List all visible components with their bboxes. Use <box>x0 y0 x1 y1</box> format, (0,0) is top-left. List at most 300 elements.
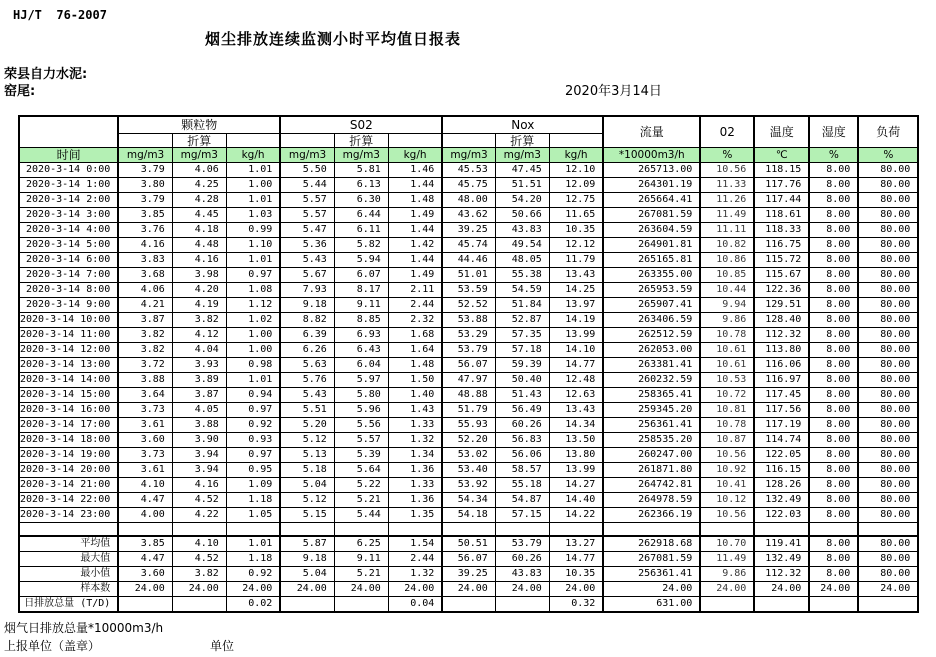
value-cell: 0.92 <box>226 418 280 433</box>
value-cell: 24.00 <box>700 582 754 597</box>
value-cell: 3.76 <box>118 223 172 238</box>
value-cell: 4.04 <box>172 343 226 358</box>
value-cell: 4.16 <box>118 238 172 253</box>
hourly-data-row <box>19 433 918 448</box>
value-cell: 5.39 <box>334 448 388 463</box>
time-cell: 2020-3-14 13:00 <box>19 358 118 373</box>
value-cell: 8.00 <box>809 253 858 268</box>
value-cell: 2.44 <box>388 298 442 313</box>
flue-gas-total-note: 烟气日排放总量*10000m3/h <box>4 621 164 635</box>
value-cell: 8.00 <box>809 388 858 403</box>
value-cell: 8.17 <box>334 283 388 298</box>
value-cell: 24.00 <box>280 582 334 597</box>
value-cell: 1.44 <box>388 253 442 268</box>
hourly-data-row <box>19 478 918 493</box>
value-cell: 122.05 <box>754 448 809 463</box>
unit-pm-kgh: kg/h <box>226 148 280 163</box>
value-cell: 3.87 <box>172 388 226 403</box>
value-cell: 5.43 <box>280 388 334 403</box>
monitoring-location: 窑尾: <box>4 84 36 99</box>
blank-cell <box>700 523 754 537</box>
value-cell: 10.35 <box>549 567 603 582</box>
unit-o2: % <box>700 148 754 163</box>
value-cell: 128.40 <box>754 313 809 328</box>
value-cell: 80.00 <box>858 508 918 523</box>
value-cell: 53.92 <box>442 478 495 493</box>
summary-row <box>19 582 918 597</box>
summary-label: 最小值 <box>19 567 118 582</box>
value-cell: 57.18 <box>495 343 549 358</box>
value-cell: 50.51 <box>442 536 495 552</box>
value-cell: 8.00 <box>809 223 858 238</box>
value-cell: 260232.59 <box>603 373 700 388</box>
value-cell: 5.57 <box>280 208 334 223</box>
value-cell: 5.57 <box>280 193 334 208</box>
value-cell: 12.09 <box>549 178 603 193</box>
value-cell: 0.97 <box>226 403 280 418</box>
value-cell: 1.33 <box>388 478 442 493</box>
hourly-data-row <box>19 313 918 328</box>
value-cell: 0.02 <box>226 597 280 613</box>
value-cell: 80.00 <box>858 253 918 268</box>
time-cell: 2020-3-14 18:00 <box>19 433 118 448</box>
value-cell: 6.11 <box>334 223 388 238</box>
value-cell: 5.44 <box>280 178 334 193</box>
value-cell: 9.11 <box>334 298 388 313</box>
time-cell: 2020-3-14 16:00 <box>19 403 118 418</box>
value-cell: 1.02 <box>226 313 280 328</box>
value-cell: 112.32 <box>754 567 809 582</box>
time-cell: 2020-3-14 8:00 <box>19 283 118 298</box>
value-cell: 80.00 <box>858 403 918 418</box>
value-cell: 13.43 <box>549 403 603 418</box>
value-cell: 4.00 <box>118 508 172 523</box>
unit-pm-converted: mg/m3 <box>172 148 226 163</box>
summary-label: 样本数 <box>19 582 118 597</box>
value-cell: 24.00 <box>172 582 226 597</box>
value-cell: 80.00 <box>858 463 918 478</box>
value-cell: 14.77 <box>549 552 603 567</box>
value-cell: 14.10 <box>549 343 603 358</box>
value-cell: 3.72 <box>118 358 172 373</box>
value-cell: 263604.59 <box>603 223 700 238</box>
monitoring-data-table <box>18 115 919 613</box>
blank-cell <box>118 523 172 537</box>
value-cell: 263381.41 <box>603 358 700 373</box>
value-cell: 3.73 <box>118 448 172 463</box>
blank-cell <box>442 523 495 537</box>
value-cell: 51.79 <box>442 403 495 418</box>
value-cell: 50.66 <box>495 208 549 223</box>
value-cell: 12.48 <box>549 373 603 388</box>
value-cell: 3.98 <box>172 268 226 283</box>
value-cell: 1.01 <box>226 536 280 552</box>
value-cell: 265907.41 <box>603 298 700 313</box>
value-cell: 132.49 <box>754 493 809 508</box>
value-cell: 4.47 <box>118 552 172 567</box>
value-cell: 8.85 <box>334 313 388 328</box>
value-cell: 47.45 <box>495 163 549 178</box>
value-cell: 52.20 <box>442 433 495 448</box>
value-cell: 10.92 <box>700 463 754 478</box>
value-cell: 1.01 <box>226 253 280 268</box>
value-cell: 264301.19 <box>603 178 700 193</box>
value-cell <box>334 597 388 613</box>
value-cell: 113.80 <box>754 343 809 358</box>
value-cell: 1.12 <box>226 298 280 313</box>
value-cell: 5.51 <box>280 403 334 418</box>
unit-pm: mg/m3 <box>118 148 172 163</box>
value-cell: 1.64 <box>388 343 442 358</box>
value-cell: 3.82 <box>118 343 172 358</box>
value-cell: 112.32 <box>754 328 809 343</box>
value-cell: 115.67 <box>754 268 809 283</box>
value-cell: 6.26 <box>280 343 334 358</box>
value-cell: 1.48 <box>388 358 442 373</box>
value-cell: 8.00 <box>809 298 858 313</box>
unit-time: 时间 <box>19 148 118 163</box>
value-cell: 1.18 <box>226 493 280 508</box>
hourly-data-row <box>19 283 918 298</box>
value-cell: 53.79 <box>495 536 549 552</box>
group-header-row <box>19 116 918 134</box>
value-cell: 258365.41 <box>603 388 700 403</box>
value-cell: 13.27 <box>549 536 603 552</box>
time-cell: 2020-3-14 20:00 <box>19 463 118 478</box>
blank-cell <box>388 134 442 148</box>
col-header-so2: S02 <box>280 116 442 134</box>
value-cell: 263355.00 <box>603 268 700 283</box>
col-header-nox: Nox <box>442 116 603 134</box>
value-cell: 1.48 <box>388 193 442 208</box>
value-cell: 4.06 <box>172 163 226 178</box>
time-cell: 2020-3-14 21:00 <box>19 478 118 493</box>
blank-cell <box>226 523 280 537</box>
value-cell: 1.32 <box>388 567 442 582</box>
value-cell: 43.83 <box>495 223 549 238</box>
value-cell: 4.16 <box>172 478 226 493</box>
value-cell: 7.93 <box>280 283 334 298</box>
value-cell: 8.00 <box>809 238 858 253</box>
value-cell: 10.86 <box>700 253 754 268</box>
value-cell: 116.97 <box>754 373 809 388</box>
value-cell: 51.84 <box>495 298 549 313</box>
value-cell: 53.88 <box>442 313 495 328</box>
hourly-data-row <box>19 253 918 268</box>
value-cell: 5.50 <box>280 163 334 178</box>
value-cell: 1.01 <box>226 193 280 208</box>
col-header-load: 负荷 <box>858 116 918 148</box>
value-cell: 51.51 <box>495 178 549 193</box>
value-cell: 3.80 <box>118 178 172 193</box>
value-cell: 8.00 <box>809 178 858 193</box>
value-cell: 6.39 <box>280 328 334 343</box>
value-cell: 11.79 <box>549 253 603 268</box>
value-cell: 10.61 <box>700 358 754 373</box>
value-cell: 8.00 <box>809 163 858 178</box>
value-cell: 4.21 <box>118 298 172 313</box>
value-cell: 4.20 <box>172 283 226 298</box>
unit-nox: mg/m3 <box>442 148 495 163</box>
value-cell: 6.07 <box>334 268 388 283</box>
value-cell: 1.36 <box>388 493 442 508</box>
value-cell: 264742.81 <box>603 478 700 493</box>
spacer-row <box>19 523 918 537</box>
value-cell: 5.12 <box>280 493 334 508</box>
value-cell: 1.00 <box>226 178 280 193</box>
value-cell: 4.06 <box>118 283 172 298</box>
value-cell: 48.88 <box>442 388 495 403</box>
time-cell: 2020-3-14 15:00 <box>19 388 118 403</box>
unit-so2: mg/m3 <box>280 148 334 163</box>
blank-cell <box>280 523 334 537</box>
hourly-data-row <box>19 223 918 238</box>
value-cell: 128.26 <box>754 478 809 493</box>
value-cell: 262366.19 <box>603 508 700 523</box>
unit-so2-kgh: kg/h <box>388 148 442 163</box>
value-cell: 4.28 <box>172 193 226 208</box>
value-cell: 59.39 <box>495 358 549 373</box>
value-cell: 80.00 <box>858 163 918 178</box>
value-cell: 5.94 <box>334 253 388 268</box>
hourly-data-row <box>19 178 918 193</box>
value-cell: 256361.41 <box>603 418 700 433</box>
value-cell: 5.20 <box>280 418 334 433</box>
value-cell: 4.52 <box>172 493 226 508</box>
value-cell: 14.27 <box>549 478 603 493</box>
value-cell: 13.97 <box>549 298 603 313</box>
value-cell: 0.32 <box>549 597 603 613</box>
value-cell: 24.00 <box>118 582 172 597</box>
time-cell: 2020-3-14 0:00 <box>19 163 118 178</box>
hourly-data-row <box>19 193 918 208</box>
hourly-data-row <box>19 328 918 343</box>
value-cell: 10.61 <box>700 343 754 358</box>
value-cell: 6.44 <box>334 208 388 223</box>
value-cell: 5.63 <box>280 358 334 373</box>
value-cell: 5.04 <box>280 478 334 493</box>
value-cell: 80.00 <box>858 536 918 552</box>
value-cell: 24.00 <box>549 582 603 597</box>
unit-flow: *10000m3/h <box>603 148 700 163</box>
value-cell: 122.03 <box>754 508 809 523</box>
blank-cell <box>549 523 603 537</box>
blank-cell <box>858 523 918 537</box>
value-cell: 80.00 <box>858 493 918 508</box>
hourly-data-row <box>19 403 918 418</box>
summary-label: 平均值 <box>19 536 118 552</box>
value-cell: 53.40 <box>442 463 495 478</box>
value-cell: 1.32 <box>388 433 442 448</box>
value-cell: 56.83 <box>495 433 549 448</box>
value-cell: 80.00 <box>858 478 918 493</box>
value-cell: 8.00 <box>809 448 858 463</box>
blank-cell <box>19 523 118 537</box>
value-cell: 80.00 <box>858 178 918 193</box>
value-cell: 3.94 <box>172 463 226 478</box>
value-cell: 24.00 <box>858 582 918 597</box>
value-cell: 5.04 <box>280 567 334 582</box>
value-cell: 1.44 <box>388 223 442 238</box>
value-cell: 0.99 <box>226 223 280 238</box>
unit-header-row <box>19 148 918 163</box>
summary-label: 最大值 <box>19 552 118 567</box>
value-cell <box>858 597 918 613</box>
value-cell: 116.15 <box>754 463 809 478</box>
value-cell: 52.87 <box>495 313 549 328</box>
subheader-converted-pm: 折算 <box>172 134 226 148</box>
time-cell: 2020-3-14 6:00 <box>19 253 118 268</box>
value-cell: 5.57 <box>334 433 388 448</box>
value-cell: 6.43 <box>334 343 388 358</box>
value-cell: 53.02 <box>442 448 495 463</box>
value-cell: 54.34 <box>442 493 495 508</box>
value-cell: 260247.00 <box>603 448 700 463</box>
value-cell: 12.63 <box>549 388 603 403</box>
value-cell: 4.48 <box>172 238 226 253</box>
hourly-data-row <box>19 463 918 478</box>
value-cell: 6.25 <box>334 536 388 552</box>
value-cell: 5.76 <box>280 373 334 388</box>
value-cell: 51.01 <box>442 268 495 283</box>
value-cell: 8.00 <box>809 343 858 358</box>
value-cell: 10.85 <box>700 268 754 283</box>
table-body <box>19 163 918 613</box>
blank-cell <box>280 134 334 148</box>
value-cell: 258535.20 <box>603 433 700 448</box>
value-cell: 3.83 <box>118 253 172 268</box>
value-cell: 116.06 <box>754 358 809 373</box>
value-cell: 9.18 <box>280 298 334 313</box>
value-cell: 80.00 <box>858 343 918 358</box>
value-cell: 1.40 <box>388 388 442 403</box>
value-cell: 5.47 <box>280 223 334 238</box>
value-cell: 52.52 <box>442 298 495 313</box>
value-cell: 13.50 <box>549 433 603 448</box>
time-cell: 2020-3-14 22:00 <box>19 493 118 508</box>
value-cell: 13.99 <box>549 463 603 478</box>
value-cell <box>442 597 495 613</box>
value-cell: 117.45 <box>754 388 809 403</box>
value-cell: 4.16 <box>172 253 226 268</box>
value-cell: 5.18 <box>280 463 334 478</box>
value-cell: 13.99 <box>549 328 603 343</box>
value-cell: 14.19 <box>549 313 603 328</box>
value-cell: 8.00 <box>809 536 858 552</box>
value-cell: 1.46 <box>388 163 442 178</box>
value-cell: 0.97 <box>226 268 280 283</box>
value-cell: 4.19 <box>172 298 226 313</box>
value-cell: 10.82 <box>700 238 754 253</box>
value-cell: 263406.59 <box>603 313 700 328</box>
blank-cell <box>549 134 603 148</box>
value-cell: 10.35 <box>549 223 603 238</box>
unit-nox-kgh: kg/h <box>549 148 603 163</box>
blank-cell <box>442 134 495 148</box>
value-cell: 118.15 <box>754 163 809 178</box>
time-cell: 2020-3-14 23:00 <box>19 508 118 523</box>
hourly-data-row <box>19 508 918 523</box>
value-cell: 48.05 <box>495 253 549 268</box>
value-cell: 39.25 <box>442 567 495 582</box>
value-cell: 14.25 <box>549 283 603 298</box>
value-cell: 4.22 <box>172 508 226 523</box>
value-cell: 9.94 <box>700 298 754 313</box>
time-cell: 2020-3-14 17:00 <box>19 418 118 433</box>
value-cell: 11.26 <box>700 193 754 208</box>
value-cell: 10.44 <box>700 283 754 298</box>
value-cell: 261871.80 <box>603 463 700 478</box>
value-cell: 2.44 <box>388 552 442 567</box>
value-cell: 265664.41 <box>603 193 700 208</box>
value-cell: 80.00 <box>858 373 918 388</box>
value-cell: 0.92 <box>226 567 280 582</box>
time-cell: 2020-3-14 7:00 <box>19 268 118 283</box>
hourly-data-row <box>19 493 918 508</box>
value-cell: 115.72 <box>754 253 809 268</box>
value-cell: 122.36 <box>754 283 809 298</box>
value-cell: 14.22 <box>549 508 603 523</box>
col-header-o2: 02 <box>700 116 754 148</box>
value-cell: 56.07 <box>442 552 495 567</box>
value-cell: 45.74 <box>442 238 495 253</box>
value-cell: 55.18 <box>495 478 549 493</box>
value-cell: 13.80 <box>549 448 603 463</box>
page-title: 烟尘排放连续监测小时平均值日报表 <box>205 30 462 48</box>
value-cell: 6.04 <box>334 358 388 373</box>
value-cell: 3.87 <box>118 313 172 328</box>
value-cell: 10.56 <box>700 508 754 523</box>
blank-cell <box>118 134 172 148</box>
value-cell: 8.00 <box>809 478 858 493</box>
time-cell: 2020-3-14 3:00 <box>19 208 118 223</box>
value-cell: 0.98 <box>226 358 280 373</box>
value-cell: 51.43 <box>495 388 549 403</box>
value-cell: 5.44 <box>334 508 388 523</box>
unit-humidity: % <box>809 148 858 163</box>
value-cell <box>495 597 549 613</box>
value-cell: 6.93 <box>334 328 388 343</box>
value-cell: 4.45 <box>172 208 226 223</box>
value-cell: 24.00 <box>334 582 388 597</box>
value-cell <box>172 597 226 613</box>
value-cell: 8.00 <box>809 193 858 208</box>
value-cell: 1.50 <box>388 373 442 388</box>
unit-nox-converted: mg/m3 <box>495 148 549 163</box>
value-cell: 80.00 <box>858 328 918 343</box>
hourly-data-row <box>19 343 918 358</box>
blank-cell <box>809 523 858 537</box>
value-cell: 10.81 <box>700 403 754 418</box>
blank-cell <box>172 523 226 537</box>
value-cell: 8.00 <box>809 268 858 283</box>
value-cell: 80.00 <box>858 298 918 313</box>
time-cell: 2020-3-14 11:00 <box>19 328 118 343</box>
hourly-data-row <box>19 208 918 223</box>
value-cell: 3.68 <box>118 268 172 283</box>
value-cell: 3.93 <box>172 358 226 373</box>
hourly-data-row <box>19 268 918 283</box>
value-cell: 10.87 <box>700 433 754 448</box>
value-cell: 24.00 <box>442 582 495 597</box>
value-cell: 117.76 <box>754 178 809 193</box>
blank-cell <box>226 134 280 148</box>
value-cell: 10.53 <box>700 373 754 388</box>
time-header-blank <box>19 116 118 148</box>
time-cell: 2020-3-14 12:00 <box>19 343 118 358</box>
value-cell: 10.41 <box>700 478 754 493</box>
value-cell: 5.12 <box>280 433 334 448</box>
